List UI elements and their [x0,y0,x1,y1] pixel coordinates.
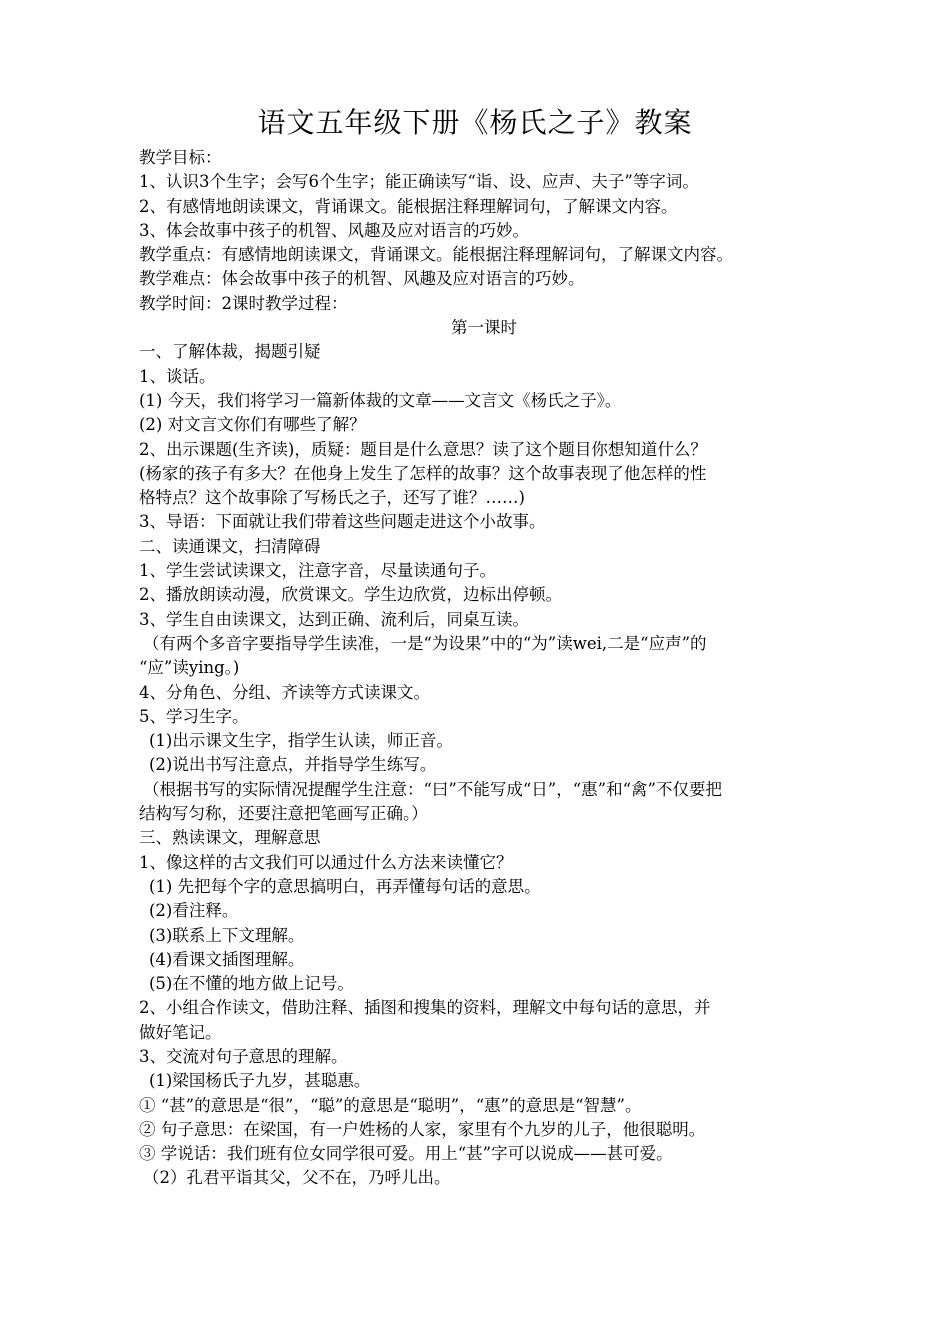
text-line: (1)梁国杨氏子九岁，甚聪惠。 [149,1071,371,1091]
text-line: 1、像这样的古文我们可以通过什么方法来读懂它？ [139,852,513,872]
text-line: （根据书写的实际情况提醒学生注意：“曰”不能写成“日”，“惠”和“禽”不仅要把 [143,779,722,799]
text-line: (3)联系上下文理解。 [149,925,305,945]
text-line: 2、有感情地朗读课文，背诵课文。能根据注释理解词句，了解课文内容。 [139,196,678,216]
text-line: 教学重点：有感情地朗读课文，背诵课文。能根据注释理解词句，了解课文内容。 [139,245,733,265]
text-line: 3、体会故事中孩子的机智、风趣及应对语言的巧妙。 [139,220,529,240]
text-line: 2、播放朗读动漫，欣赏课文。学生边欣赏，边标出停顿。 [139,585,562,605]
text-line: 3、交流对句子意思的理解。 [139,1046,348,1066]
text-line: 3、导语：下面就让我们带着这些问题走进这个小故事。 [139,512,546,532]
text-line: 结构写匀称，还要注意把笔画写正确。） [139,804,428,824]
document-body [139,146,829,1191]
text-line: “应”读ying。) [139,658,240,678]
text-line: (1) 先把每个字的意思搞明白，再弄懂每句话的意思。 [149,876,541,896]
text-line: (2)看注释。 [149,901,239,921]
text-line: ② 句子意思：在梁国，有一户姓杨的人家，家里有个九岁的儿子，他很聪明。 [139,1119,706,1139]
text-line: (2) 对文言文你们有哪些了解？ [139,415,366,435]
document-title: 语文五年级下册《杨氏之子》教案 [257,106,693,139]
text-line: 3、学生自由读课文，达到正确、流利后，同桌互读。 [139,609,529,629]
text-line: （有两个多音字要指导学生读准，一是“为设果”中的“为”读wei,二是“应声”的 [143,633,707,653]
text-line: 格特点？这个故事除了写杨氏之子，还写了谁？……) [139,488,525,508]
text-line: 1、谈话。 [139,366,216,386]
text-line: 5、学习生字。 [139,706,249,726]
text-line: 一、了解体裁，揭题引疑 [139,342,321,362]
text-line: (5)在不懂的地方做上记号。 [149,974,354,994]
text-line: ① “甚”的意思是“很”，“聪”的意思是“聪明”，“惠”的意思是“智慧”。 [139,1095,642,1115]
text-line: (4)看课文插图理解。 [149,949,305,969]
text-line: (1) 今天，我们将学习一篇新体裁的文章——文言文《杨氏之子》。 [139,390,622,410]
text-line: 教学难点：体会故事中孩子的机智、风趣及应对语言的巧妙。 [139,269,585,289]
text-line: 做好笔记。 [139,1022,222,1042]
text-line: (2)说出书写注意点，并指导学生练写。 [149,755,437,775]
text-line: 1、认识3个生字；会写6个生字；能正确读写“诣、设、应声、夫子”等字词。 [139,172,699,192]
text-line: 4、分角色、分组、齐读等方式读课文。 [139,682,430,702]
text-line: 教学时间：2课时教学过程： [139,293,348,313]
text-line: (1)出示课文生字，指学生认读，师正音。 [149,731,453,751]
text-line: 1、学生尝试读课文，注意字音，尽量读通句子。 [139,561,496,581]
text-line: 教学目标： [139,148,222,167]
text-line: （2）孔君平诣其父，父不在，乃呼儿出。 [143,1168,451,1188]
text-line: 三、熟读课文，理解意思 [139,828,321,848]
text-line: ③ 学说话：我们班有位女同学很可爱。用上“甚”字可以说成——甚可爱。 [139,1144,673,1164]
text-line: 2、小组合作读文，借助注释、插图和搜集的资料，理解文中每句话的意思，并 [139,998,711,1018]
text-line: (杨家的孩子有多大？在他身上发生了怎样的故事？这个故事表现了他怎样的性 [139,463,707,483]
section-heading: 第一课时 [451,318,517,338]
text-line: 2、出示课题(生齐读)，质疑：题目是什么意思？读了这个题目你想知道什么？ [139,439,707,459]
text-line: 二、读通课文，扫清障碍 [139,536,321,556]
